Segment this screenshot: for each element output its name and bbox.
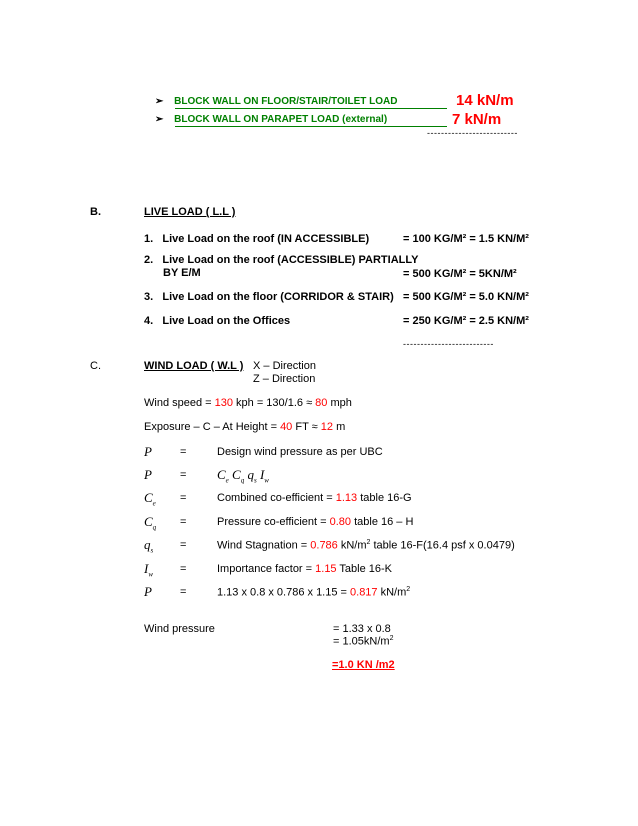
direction-z: Z – Direction	[253, 373, 316, 385]
block-wall-floor-value: 14 kN/m	[456, 92, 514, 109]
direction-x: X – Direction	[253, 360, 316, 372]
exposure-line: Exposure – C – At Height = 40 FT ≈ 12 m	[144, 421, 346, 433]
live-load-item-3: 3. Live Load on the floor (CORRIDOR & STAIR)	[144, 291, 394, 303]
section-c-title: WIND LOAD ( W.L )	[144, 360, 244, 372]
bullet-arrow-icon: ➢	[155, 96, 164, 107]
live-load-item-1: 1. Live Load on the roof (IN ACCESSIBLE)	[144, 233, 370, 245]
green-underline	[175, 108, 447, 109]
live-load-value-4: = 250 KG/M² = 2.5 KN/M²	[403, 315, 529, 327]
formula: $C_e$ $C_q$ $q_s$ $I_w$	[217, 467, 269, 485]
block-wall-parapet-label: BLOCK WALL ON PARAPET LOAD (external)	[174, 114, 388, 125]
live-load-value-3: = 500 KG/M² = 5.0 KN/M²	[403, 291, 529, 303]
wind-speed-line: Wind speed = 130 kph = 130/1.6 ≈ 80 mph	[144, 397, 352, 409]
live-load-value-1: = 100 KG/M² = 1.5 KN/M²	[403, 233, 529, 245]
section-c-letter: C.	[90, 360, 101, 372]
section-b-title: LIVE LOAD ( L.L )	[144, 206, 236, 218]
wind-pressure-line1: = 1.33 x 0.8	[333, 623, 391, 635]
live-load-item-2-line2: BY E/M	[163, 267, 201, 279]
wind-pressure-line2: = $1.05kN/m^2$	[333, 635, 394, 648]
block-wall-parapet-value: 7 kN/m	[452, 111, 502, 128]
section-b-letter: B.	[90, 206, 101, 218]
live-load-item-2: 2. Live Load on the roof (ACCESSIBLE) PARTIALLY	[144, 254, 419, 266]
wind-pressure-final: =1.0 KN /m2	[332, 659, 395, 671]
block-wall-item-1	[155, 96, 398, 107]
block-wall-floor-label: BLOCK WALL ON FLOOR/STAIR/TOILET LOAD	[174, 96, 398, 107]
live-load-value-2: = 500 KG/M² = 5KN/M²	[403, 268, 517, 280]
bullet-arrow-icon: ➢	[155, 114, 164, 125]
live-load-item-4: 4. Live Load on the Offices	[144, 315, 291, 327]
divider: --------------------------	[403, 339, 494, 349]
green-underline	[175, 126, 447, 127]
block-wall-item-2	[155, 114, 387, 125]
wind-pressure-label: Wind pressure	[144, 623, 215, 635]
divider: --------------------------	[427, 128, 518, 138]
